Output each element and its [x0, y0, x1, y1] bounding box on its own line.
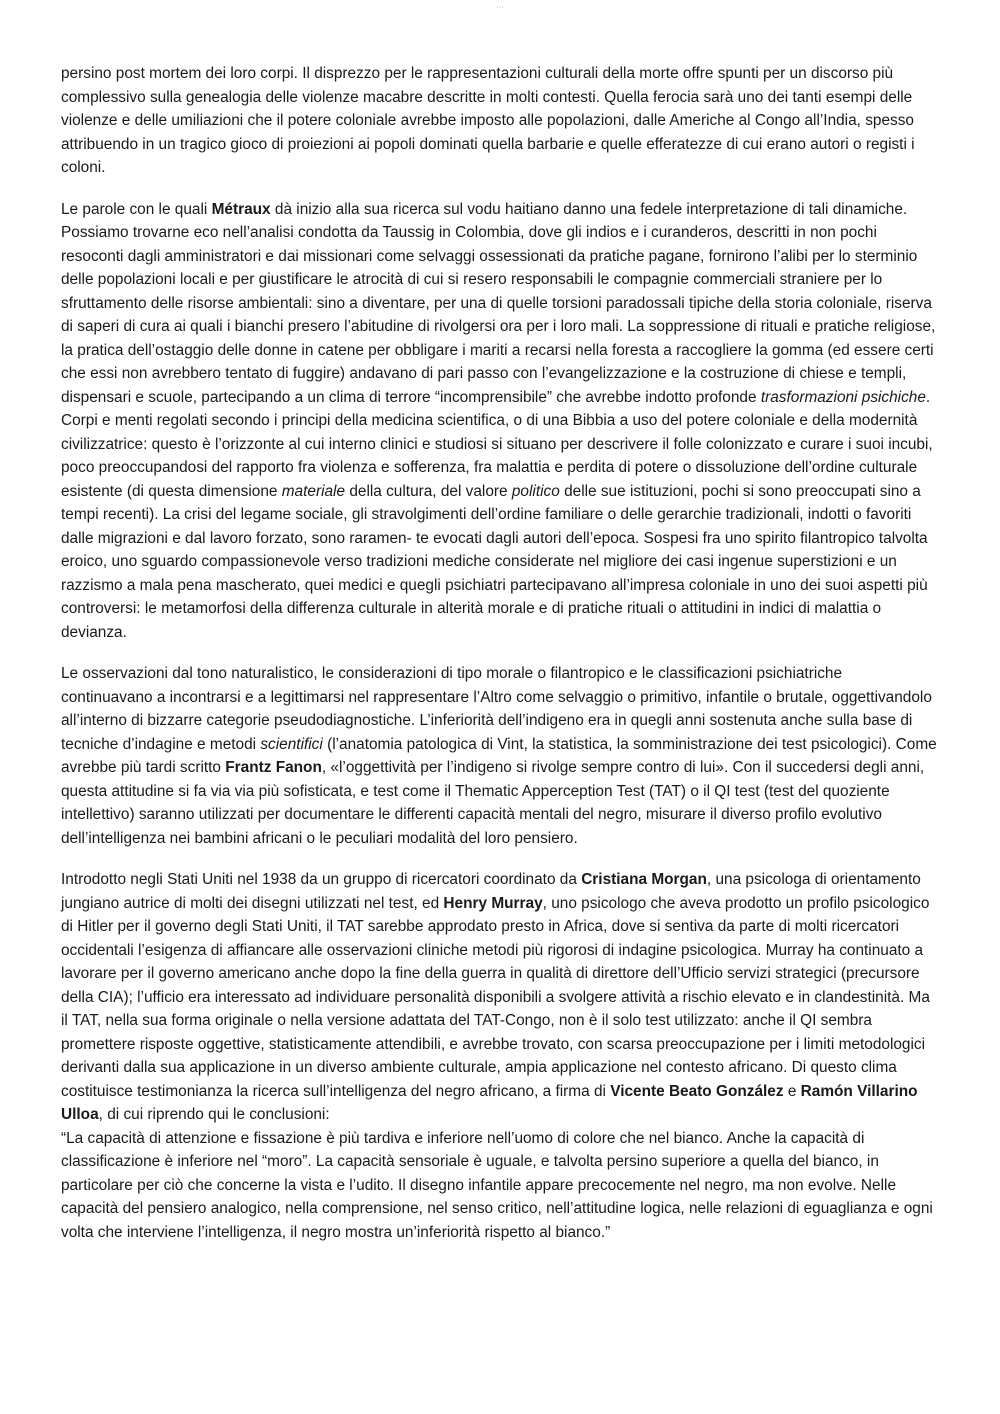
- paragraph: [61, 62, 937, 180]
- italic-term: materiale: [281, 482, 346, 500]
- text-run: persino post mortem dei loro corpi. Il disprezzo per le rappresentazioni culturali della morte offre spunti per un discorso più complessivo sulla genealogia delle violenze macabre descritte in molti contesti. Quella ferocia sarà uno dei tanti esempi delle violenze e delle umiliazioni che il potere coloniale avrebbe imposto alle popolazioni, dalle Americhe al Congo all’India, spesso attribuendo in un tragico gioco di proiezioni ai popoli dominati quella barbarie e quelle efferatezze di cui erano autori o registi i coloni.: [61, 65, 915, 176]
- paragraph: [61, 198, 937, 645]
- text-run: dà inizio alla sua ricerca sul vodu haitiano danno una fedele interpretazione di tali dinamiche. Possiamo trovarne eco nell’analisi condotta da Taussig in Colombia, dove gli indios e i curanderos, descritti in non pochi resoconti dagli amministratori e dai missionari come selvaggi ossessionati da pratiche pagane, fornirono l’alibi per lo sterminio delle popolazioni locali e per giustificare le atrocità di cui si resero responsabili le compagnie commerciali straniere per lo sfruttamento delle risorse ambientali: sino a diventare, per una di quelle torsioni paradossali tipiche della storia coloniale, riserva di saperi di cura ai quali i bianchi presero l’abitudine di rivolgersi ora per i loro mali. La soppressione di rituali e pratiche religiose, la pratica dell’ostaggio delle donne in catene per obbligare i mariti a recarsi nella foresta a raccogliere la gomma (ed essere certi che essi non avrebbero tentato di fuggire) andavano di pari passo con l’evangelizzazione e la costruzione di chiese e templi, dispensari e scuole, partecipando a un clima di terrore “incomprensibile” che avrebbe indotto profonde: [61, 200, 936, 406]
- text-run: , una psicologa di orientamento jungiano autrice di molti dei disegni utilizzati nel test, ed: [61, 871, 921, 912]
- bold-name: Vicente Beato González: [610, 1082, 784, 1100]
- page-header-mark: • • •: [496, 4, 504, 9]
- text-run: . Corpi e menti regolati secondo i principi della medicina scientifica, o di una Bibbia a uso del potere coloniale e della modernità civilizzatrice: questo è l’orizzonte al cui interno clinici e studiosi si situano per descrivere il folle colonizzato e curare i suoi incubi, poco preoccupandosi del rapporto fra violenza e sofferenza, fra malattia e perdita di potere o dissoluzione dell’ordine culturale esistente (di questa dimensione: [61, 388, 933, 500]
- text-run: Introdotto negli Stati Uniti nel 1938 da un gruppo di ricercatori coordinato da: [61, 871, 582, 888]
- paragraph: [61, 868, 937, 1244]
- bold-name: Métraux: [211, 200, 271, 218]
- text-run: , «l’oggettività per l’indigeno si rivolge sempre contro di lui». Con il succedersi degli anni, questa attitudine si fa via via più sofisticata, e test come il Thematic Apperception Test (TAT) o il QI test (test del quoziente intellettivo) saranno utilizzati per documentare le differenti capacità mentali del negro, misurare il diverso profilo evolutivo dell’intelligenza nei bambini africani o le peculiari modalità del loro pensiero.: [61, 759, 925, 847]
- text-run: Le parole con le quali: [61, 200, 212, 218]
- bold-name: Henry Murray: [443, 894, 543, 912]
- text-run: delle sue istituzioni, pochi si sono preoccupati sino a tempi recenti). La crisi del legame sociale, gli stravolgimenti dell’ordine familiare o delle gerarchie tradizionali, indotti o favoriti dalle migrazioni e dal lavoro forzato, sono raramen- te evocati dagli autori dell’epoca. Sospesi fra uno spirito filantropico talvolta eroico, uno sguardo compassionevole verso tradizioni mediche considerate nel migliore dei casi ingenue superstizioni e un razzismo a mala pena mascherato, quei medici e quegli psichiatri partecipavano all’impresa coloniale in uno dei suoi aspetti più controversi: le metamorfosi della differenza culturale in alterità morale e di pratiche rituali o attitudini in indici di malattia o devianza.: [61, 482, 928, 641]
- italic-term: politico: [511, 482, 560, 500]
- italic-term: scientifici: [260, 735, 323, 753]
- text-run: e: [783, 1082, 801, 1100]
- text-run: , di cui riprendo qui le conclusioni:: [98, 1106, 330, 1123]
- text-run: della cultura, del valore: [345, 482, 512, 500]
- text-run: “La capacità di attenzione e fissazione è più tardiva e inferiore nell’uomo di colore che nel bianco. Anche la capacità di classificazione è inferiore nel “moro”. La capacità sensoriale è uguale, e talvolta persino superiore a quella del bianco, in particolare per ciò che concerne la vista e l’udito. Il disegno infantile appare precocemente nel negro, ma non evolve. Nelle capacità del pensiero analogico, nella comprensione, nel senso critico, nell’attitudine logica, nelle relazioni di eguaglianza e ogni volta che interviene l’intelligenza, il negro mostra un’inferiorità rispetto al bianco.”: [61, 1129, 933, 1241]
- text-run: (l’anatomia patologica di Vint, la statistica, la somministrazione dei test psicologici). Come avrebbe più tardi scritto: [61, 735, 937, 776]
- text-run: Le osservazioni dal tono naturalistico, le considerazioni di tipo morale o filantropico e le classificazioni psichiatriche continuavano a incontrarsi e a legittimarsi nel rappresentare l’Altro come selvaggio o primitivo, infantile o brutale, oggettivandolo all’interno di bizzarre categorie pseudodiagnostiche. L’inferiorità dell’indigeno era in quegli anni sostenuta anche sulla base di tecniche d’indagine e metodi: [61, 665, 932, 753]
- paragraph: [61, 662, 937, 850]
- bold-name: Ramón Villarino Ulloa: [61, 1082, 918, 1123]
- text-run: , uno psicologo che aveva prodotto un profilo psicologico di Hitler per il governo degli Stati Uniti, il TAT sarebbe approdato presto in Africa, dove si sentiva da parte di molti ricercatori occidentali l’esigenza di affiancare alle osservazioni cliniche metodi più rigorosi di indagine psicologica. Murray ha continuato a lavorare per il governo americano anche dopo la fine della guerra in qualità di direttore dell’Ufficio servizi strategici (precursore della CIA); l’ufficio era interessato ad individuare personalità disponibili a svolgere attività a rischio elevato e in clandestinità. Ma il TAT, nella sua forma originale o nella versione adattata del TAT-Congo, non è il solo test utilizzato: anche il QI sembra promettere risposte oggettive, statisticamente attendibili, e avrebbe trovato, con scarsa preoccupazione per i limiti metodologici derivanti dalla sua applicazione in un diverso ambiente culturale, ampia applicazione nel contesto africano. Di questo clima costituisce testimonianza la ricerca sull’intelligenza del negro africano, a firma di: [61, 894, 930, 1100]
- bold-name: Cristiana Morgan: [581, 871, 707, 888]
- document-body: [61, 62, 937, 1244]
- bold-name: Frantz Fanon: [225, 759, 322, 776]
- italic-term: trasformazioni psichiche: [760, 388, 926, 406]
